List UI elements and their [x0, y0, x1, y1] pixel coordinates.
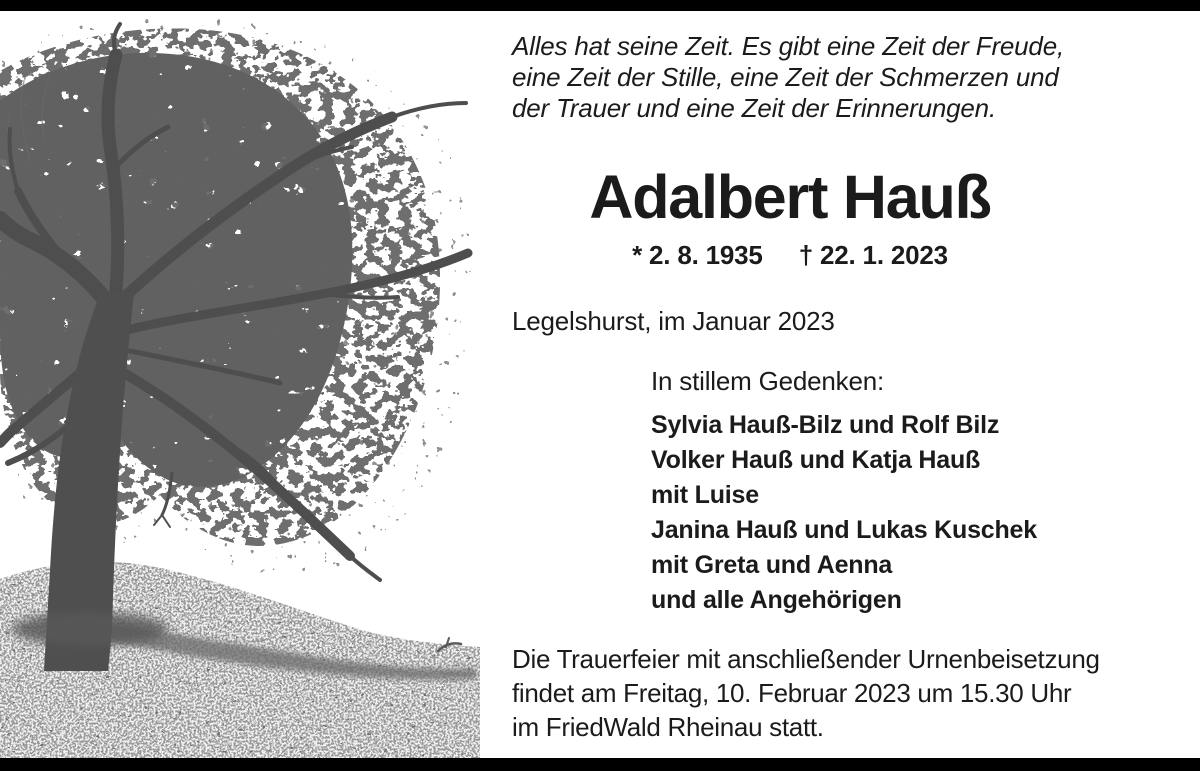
top-border [0, 0, 1200, 11]
opening-verse [512, 31, 1064, 124]
life-dates [500, 240, 1080, 271]
verse-line: eine Zeit der Stille, eine Zeit der Schmerzen und [512, 62, 1059, 92]
mourner-line: Volker Hauß und Katja Hauß [651, 446, 981, 474]
mourner-line: Sylvia Hauß-Bilz und Rolf Bilz [651, 411, 1000, 439]
place-dateline: Legelshurst, im Januar 2023 [512, 306, 835, 336]
mourner-line: und alle Angehörigen [651, 586, 902, 614]
death-date: † 22. 1. 2023 [798, 240, 948, 270]
mourner-line: mit Luise [651, 481, 759, 509]
verse-line: Alles hat seine Zeit. Es gibt eine Zeit der Freude, [512, 31, 1064, 61]
mourner-line: mit Greta und Aenna [651, 551, 893, 579]
mourners-list [651, 408, 1037, 618]
bottom-border [0, 758, 1200, 771]
deceased-name: Adalbert Hauß [589, 163, 991, 231]
mourner-line: Janina Hauß und Lukas Kuschek [651, 516, 1037, 544]
birth-date: * 2. 8. 1935 [632, 240, 763, 270]
verse-line: der Trauer und eine Zeit der Erinnerungen. [512, 93, 996, 123]
memorial-intro: In stillem Gedenken: [651, 366, 885, 396]
deceased-header [500, 163, 1080, 271]
funeral-line: im FriedWald Rheinau statt. [512, 712, 824, 742]
funeral-line: Die Trauerfeier mit anschließender Urnenbeisetzung [512, 644, 1100, 674]
tree-illustration [0, 11, 480, 758]
funeral-line: findet am Freitag, 10. Februar 2023 um 15.30 Uhr [512, 678, 1072, 708]
funeral-details [512, 642, 1100, 744]
